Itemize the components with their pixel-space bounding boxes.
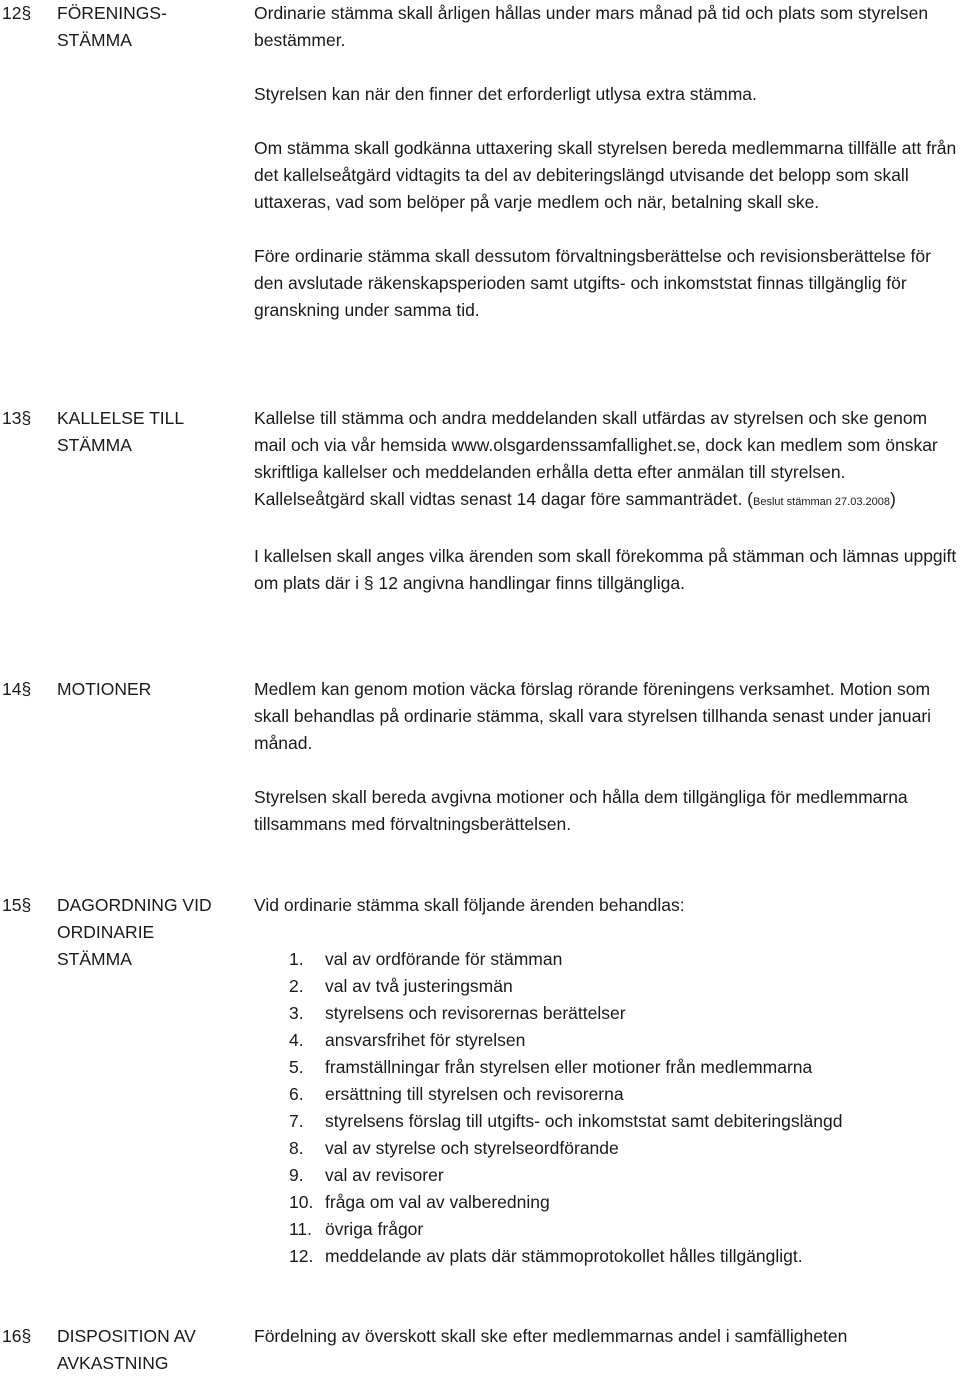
paragraph: Före ordinarie stämma skall dessutom förvaltningsberättelse och revisionsberättelse för den avslutade räkenskapsperioden samt utgifts- och inkomststat finnas tillgänglig för granskning under samma tid. (254, 246, 931, 320)
list-item-number: 4. (289, 1030, 304, 1050)
list-item (254, 1054, 959, 1081)
section-number: 14§ (2, 679, 32, 699)
section-title-line: DISPOSITION AV (57, 1326, 196, 1346)
section-number: 16§ (2, 1326, 32, 1346)
section-title-line: STÄMMA (57, 435, 132, 455)
paragraph: Om stämma skall godkänna uttaxering skall styrelsen bereda medlemmarna tillfälle att från det kallelseåtgärd vidtagits ta del av debiteringslängd utvisande det belopp som skall uttaxeras, vad som belöper på varje medlem och när, betalning skall ske. (254, 138, 957, 212)
list-item-text: val av ordförande för stämman (325, 949, 563, 969)
section-content (254, 405, 959, 597)
section-title (57, 405, 237, 459)
paragraph (254, 405, 959, 516)
list-item (254, 1000, 959, 1027)
list-item-text: meddelande av plats där stämmoprotokollet hålles tillgängligt. (325, 1246, 803, 1266)
section-title (57, 892, 237, 973)
section-title-line: MOTIONER (57, 679, 152, 699)
list-item-number: 3. (289, 1003, 304, 1023)
paragraph: Styrelsen skall bereda avgivna motioner och hålla dem tillgängliga för medlemmarna tillsammans med förvaltningsberättelsen. (254, 787, 908, 834)
section-title (57, 1323, 237, 1377)
list-item-number: 11. (289, 1219, 313, 1239)
list-item (254, 1216, 959, 1243)
section-content (254, 676, 959, 838)
section-title-line: KALLELSE TILL (57, 408, 185, 428)
list-item-number: 5. (289, 1057, 304, 1077)
list-item-number: 8. (289, 1138, 304, 1158)
list-item (254, 1027, 959, 1054)
list-item-text: framställningar från styrelsen eller motioner från medlemmarna (325, 1057, 813, 1077)
section-content (254, 892, 959, 1270)
list-item-number: 2. (289, 976, 304, 996)
section-title-line: DAGORDNING VID (57, 895, 212, 915)
section-title-line: STÄMMA (57, 949, 132, 969)
list-item-number: 10. (289, 1192, 314, 1212)
section-number: 13§ (2, 408, 32, 428)
list-item-number: 12. (289, 1246, 314, 1266)
paragraph-text-end: ) (890, 489, 896, 509)
section-number: 12§ (2, 3, 32, 23)
paragraph: Fördelning av överskott skall ske efter medlemmarnas andel i samfälligheten (254, 1326, 848, 1346)
list-item-number: 6. (289, 1084, 304, 1104)
list-item (254, 1189, 959, 1216)
list-item (254, 1243, 959, 1270)
list-item (254, 1162, 959, 1189)
list-item-text: övriga frågor (325, 1219, 424, 1239)
section-title-line: ORDINARIE (57, 922, 155, 942)
paragraph-text: Kallelse till stämma och andra meddelanden skall utfärdas av styrelsen och ske genom mail och via vår hemsida www.olsgardenssamfallighet.se, dock kan medlem som önskar skriftliga kallelser och meddelanden erhålla detta efter anmälan till styrelsen. Kallelseåtgärd skall vidtas senast 14 dagar före sammanträdet. ( (254, 408, 938, 509)
list-item (254, 1135, 959, 1162)
list-item-text: ansvarsfrihet för styrelsen (325, 1030, 526, 1050)
list-item (254, 973, 959, 1000)
list-item (254, 946, 959, 973)
section-title-line: STÄMMA (57, 30, 132, 50)
section-title (57, 0, 237, 54)
paragraph: Medlem kan genom motion väcka förslag rörande föreningens verksamhet. Motion som skall behandlas på ordinarie stämma, skall vara styrelsen tillhanda senast under januari månad. (254, 679, 932, 753)
list-item-text: val av två justeringsmän (325, 976, 513, 996)
section-content (254, 1323, 959, 1350)
agenda-intro: Vid ordinarie stämma skall följande ärenden behandlas: (254, 895, 685, 915)
list-item-text: val av styrelse och styrelseordförande (325, 1138, 619, 1158)
section-title-line: FÖRENINGS- (57, 3, 167, 23)
paragraph: Ordinarie stämma skall årligen hållas under mars månad på tid och plats som styrelsen bestämmer. (254, 3, 929, 50)
list-item (254, 1081, 959, 1108)
section-title (57, 676, 237, 703)
paragraph: I kallelsen skall anges vilka ärenden som skall förekomma på stämman och lämnas uppgift om plats där i § 12 angivna handlingar finns tillgängliga. (254, 546, 957, 593)
list-item-text: styrelsens och revisorernas berättelser (325, 1003, 626, 1023)
list-item-text: fråga om val av valberedning (325, 1192, 550, 1212)
agenda-list (254, 946, 959, 1270)
list-item-number: 9. (289, 1165, 304, 1185)
section-content (254, 0, 959, 324)
paragraph: Styrelsen kan när den finner det erforderligt utlysa extra stämma. (254, 84, 757, 104)
list-item-text: styrelsens förslag till utgifts- och inkomststat samt debiteringslängd (325, 1111, 843, 1131)
section-number: 15§ (2, 895, 32, 915)
section-title-line: AVKASTNING (57, 1353, 169, 1373)
list-item (254, 1108, 959, 1135)
list-item-text: val av revisorer (325, 1165, 444, 1185)
list-item-number: 1. (289, 949, 304, 969)
decision-note: Beslut stämman 27.03.2008 (753, 496, 890, 508)
list-item-number: 7. (289, 1111, 304, 1131)
list-item-text: ersättning till styrelsen och revisorerna (325, 1084, 624, 1104)
